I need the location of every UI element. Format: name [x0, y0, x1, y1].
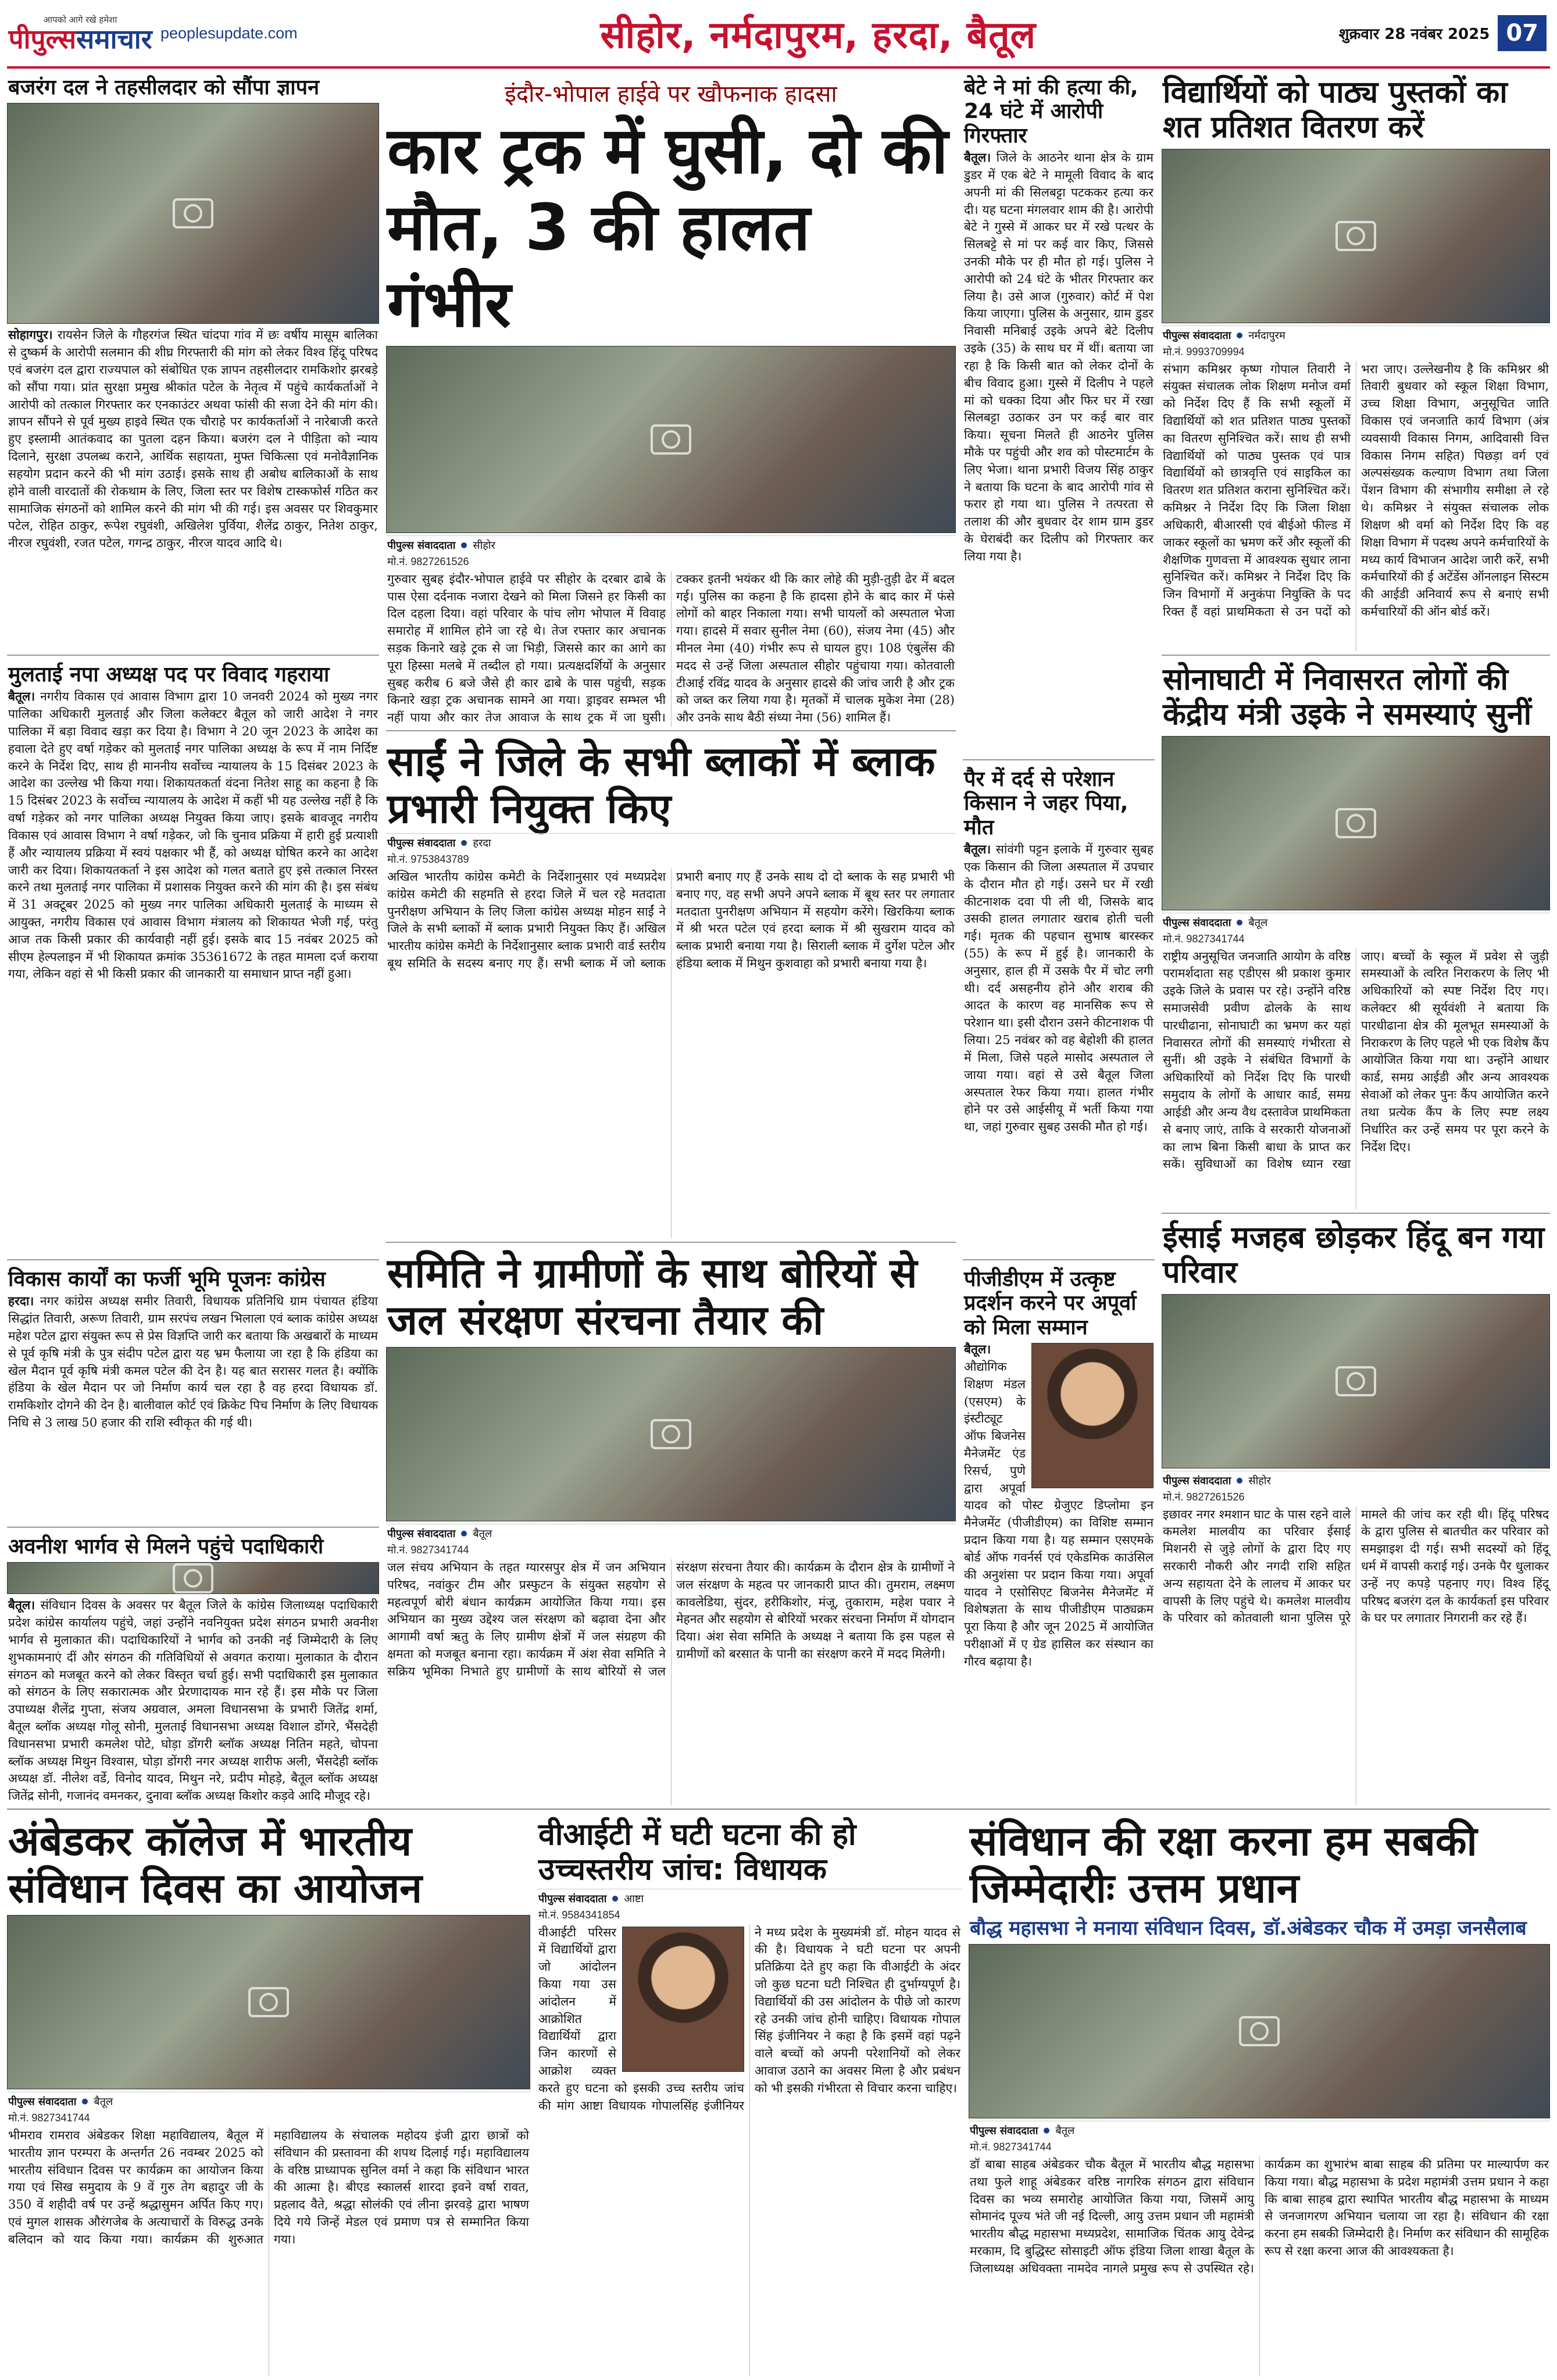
byline-place: बैतूल — [1055, 2125, 1075, 2137]
byline — [537, 1889, 962, 1908]
bottom-column-2 — [537, 1817, 962, 2380]
byline-place: बैतूल — [94, 2096, 113, 2108]
article-headline[interactable]: वीआईटी में घटी घटना की हो उच्चस्तरीय जांच: विधायक — [538, 1817, 856, 1887]
reporter-mobile: मो.नं. 9827341744 — [8, 2112, 90, 2124]
article-text: सांवंगी पट्टन इलाके में गुरुवार सुबह एक किसान की जिला अस्पताल में उपचार के दौरान मौत हो गई। उसने घर में रखी कीटनाशक दवा पी ली थी, जिसके बाद उसकी हालत लगातार खराब होती चली गई। मृतक की पहचान सुभाष बारस्कर (55) के रूप में हुई है। जानकारी के अनुसार, हाल ही में उसके पैर में चोट लगी थी। दर्द असहनीय होने और शराब की आदत के कारण वह मानसिक रूप से परेशान था। इसी दौरान उसने कीटनाशक पी लिया। 25 नवंबर को वह बेहोशी की हालत में मिला, जिसे पहले मासोद अस्पताल ले जाया गया। वहां से उसे बैतूल जिला अस्पताल रेफर किया गया। हालत गंभीर होने पर उसे आईसीयू में भर्ती किया गया था, जहां गुरुवार सुबह उसकी मौत हो गई। — [964, 842, 1154, 1134]
byline — [969, 2121, 1550, 2140]
camera-icon — [1239, 2016, 1280, 2046]
article-text: जिले के आठनेर थाना क्षेत्र के ग्राम डुडर में एक बेटे ने मामूली विवाद के बाद अपनी मां की सिलबट्टा पटककर हत्या कर दी। यह घटना मंगलवार शाम की है। आरोपी बेटे ने गुस्से में आकर घर में रखे पत्थर के सिलबट्टे से मां पर कई वार किए, जिससे उनकी मौके पर ही मौत हो गई। पुलिस ने आरोपी को 24 घंटे के भीतर गिरफ्तार कर लिया है। उसे आज (गुरुवार) कोर्ट में पेश किया जाएगा। पुलिस के अनुसार, ग्राम डुडर निवासी मनिबाई उइके अपने बेटे दिलीप उइके (35) के साथ घर में थीं। बताया जा रहा है कि किसी बात को लेकर दोनों के बीच विवाद हुआ। गुस्से में दिलीप ने पहले मां को धक्का दिया और फिर घर में रखा सिलबट्टा उठाकर उन पर कई बार वार किया। सूचना मिलते ही आठनेर पुलिस मौके पर पहुंची और शव को पोस्टमार्टम के लिए भेजा। थाना प्रभारी विजय सिंह ठाकुर ने बताया कि घटना के बाद आरोपी गांव से फरार हो गया था। पुलिस ने तत्परता से तलाश की और बुधवार देर शाम ग्राम डुडर के घेराबंदी कर दिलीप को गिरफ्तार कर लिया गया है। — [964, 151, 1154, 563]
bullet-icon — [1237, 920, 1242, 925]
byline-label: पीपुल्स संवाददाता — [8, 2096, 77, 2108]
article-text: नगर कांग्रेस अध्यक्ष समीर तिवारी, विधायक प्रतिनिधि ग्राम पंचायत हंडिया सिद्धांत तिवारी, अरूण तिवारी, ग्राम सरपंच लखन भिलाला एवं ब्लाक कांग्रेस अध्यक्ष महेश पटेल द्वारा संयुक्त रूप से प्रेस विज्ञप्ति जारी कर बताया कि अखबारों के माध्यम से पूर्व कृषि मंत्री के पुत्र संदीप पटेल द्वारा यह भ्रम फैलाया जा रहा है कि हंडिया का खेल मैदान पूर्व कृषि मंत्री कमल पटेल की देन है। यह बात सरासर गलत है। क्योंकि हंडिया के खेल मैदान पर जो निर्माण कार्य चल रहा है वह हरदा विधायक डॉ. रामकिशोर दोगने की देन है। बालीवाल कोर्ट एवं क्रिकेट पिच निर्माण के लिए विधायक निधि से 3 लाख 50 हजार की राशि स्वीकृत की गई थी। — [8, 1294, 378, 1430]
article — [7, 1534, 379, 1809]
bullet-icon — [1237, 333, 1242, 338]
camera-icon — [1335, 808, 1376, 838]
reporter-mobile: मो.नं. 9993709994 — [1163, 345, 1245, 358]
article-text: जल संचय अभियान के तहत ग्यारसपुर क्षेत्र में जन अभियान परिषद, नवांकुर टीम और प्रस्फुटन के संयुक्त सहयोग से महत्वपूर्ण बोरी बंधान कार्यक्रम आयोजित किया गया। इस अभियान का मुख्य उद्देश्य जल संरक्षण को बढ़ावा देना और आगामी वर्षा ऋतु के लिए ग्रामीण क्षेत्रों में जल संग्रहण की क्षमता को मजबूत बनाना रहा। कार्यक्रम में अंश सेवा समिति ने सक्रिय भूमिका निभाते हुए ग्रामीणों के साथ बोरियों से जल संरक्षण संरचना तैयार की। कार्यक्रम के दौरान क्षेत्र के ग्रामीणों ने जल संरक्षण के महत्व पर जानकारी प्राप्त की। तुमराम, लक्ष्मण कावलेडिया, सुंदर, हरीकिशोर, मंजू, तुकाराम, महेश पवार ने मेहनत और सहयोग से बोरियों भरकर संरचना निर्माण में योगदान दिया। अंश सेवा समिति के अध्यक्ष ने बताया कि इस पहल से ग्रामीणों को बरसात के पानी का संरक्षण करने में मदद मिलेगी। — [387, 1560, 955, 1678]
article — [7, 1817, 530, 2380]
article-headline[interactable]: संविधान की रक्षा करना हम सबकी जिम्मेदारीः उत्तम प्रधान — [970, 1817, 1477, 1912]
article-photo — [386, 346, 956, 533]
bottom-column-1 — [7, 1817, 530, 2380]
byline-label: पीपुल्स संवाददाता — [538, 1892, 607, 1905]
bullet-icon — [461, 542, 467, 548]
article-kicker: इंदौर-भोपाल हाईवे पर खौफनाक हादसा — [505, 81, 837, 108]
reporter-mobile: मो.नं. 9827261526 — [387, 555, 469, 567]
bullet-icon — [1237, 1478, 1242, 1484]
article-body — [7, 688, 379, 1256]
article-photo — [1162, 149, 1550, 323]
camera-icon — [248, 1987, 289, 2017]
article-text: औद्योगिक शिक्षण मंडल (एसएम) के इंस्टीट्यूट ऑफ बिजनेस मैनेजमेंट एंड रिसर्च, पुणे द्वारा अपूर्वा यादव को पोस्ट ग्रेजुएट डिप्लोमा इन मैनेजमेंट (पीजीडीएम) का विशिष्ट सम्मान प्रदान किया गया है। यह सम्मान एसएमके बोर्ड ऑफ गवर्नर्स एवं एकेडमिक काउंसिल की अनुशंसा पर प्रदान किया गया। अपूर्वा यादव ने एसोसिएट बिजनेस मैनेजमेंट में विशेषज्ञता के साथ पीजीडीएम पाठ्यक्रम पूरा किया है और जून 2025 में आयोजित परीक्षाओं में ए ग्रेड हासिल कर संस्थान का गौरव बढ़ाया है। — [964, 1359, 1154, 1668]
reporter-mobile: मो.नं. 9827341744 — [387, 1544, 469, 1556]
article-text: अखिल भारतीय कांग्रेस कमेटी के निर्देशानुसार एवं मध्यप्रदेश कांग्रेस कमेटी की सहमति से हरदा जिले में चल रहे मतदाता पुनरीक्षण अभियान के लिए जिला कांग्रेस अध्यक्ष मोहन साईं ने जिले के सभी ब्लाकों में ब्लाक प्रभारी नियुक्त किए हैं। अखिल भारतीय कांग्रेस कमेटी के निर्देशानुसार ब्लाक प्रभारी वार्ड स्तरीय बूथ समिति के सदस्य बनाए गए हैं। सभी ब्लाक में जो ब्लाक प्रभारी बनाए गए हैं उनके साथ दो दो ब्लाक के सह प्रभारी भी बनाए गए, वह सभी अपने अपने ब्लाक में बूथ स्तर पर लगातार मतदाता पुनरीक्षण अभियान में सहयोग करेंगे। खिरकिया ब्लाक में श्री भरत पटेल एवं हरदा ब्लाक में श्री सुखराम यादव को ब्लाक प्रभारी बनाया गया है। सिराली ब्लाक में दुर्गेश पटेल और हंडिया ब्लाक में मिथुन कुशवाहा को प्रभारी बनाया गया है। — [387, 870, 955, 971]
article-headline[interactable]: बेटे ने मां की हत्या की, 24 घंटे में आरोपी गिरफ्तार — [964, 76, 1138, 148]
article-headline[interactable]: विकास कार्यों का फर्जी भूमि पूजनः कांग्रेस — [8, 1267, 326, 1291]
byline — [386, 1524, 956, 1543]
article-headline[interactable]: कार ट्रक में घुसी, दो की मौत, 3 की हालत गंभीर — [387, 113, 948, 341]
byline — [386, 833, 956, 852]
article-headline[interactable]: पैर में दर्द से परेशान किसान ने जहर पिया, मौत — [964, 767, 1129, 839]
bottom-band — [7, 1810, 1550, 2380]
article — [1162, 74, 1550, 656]
bullet-icon — [82, 2099, 88, 2104]
reporter-mobile: मो.नं. 9827341744 — [970, 2141, 1052, 2153]
brand-part2: समाचार — [76, 23, 152, 55]
byline-label: पीपुल्स संवाददाता — [387, 539, 456, 552]
byline-place: नर्मदापुरम — [1248, 329, 1285, 342]
article-text: राष्ट्रीय अनुसूचित जनजाति आयोग के वरिष्ठ परामर्शदाता सह एडीएस श्री प्रकाश कुमार उइके जिले के प्रवास पर रहे। उन्होंने वरिष्ठ समाजसेवी प्रवीण ढोलके के साथ पारधीढाना, सोनाघाटी का भ्रमण कर यहां निवासरत लोगों की समस्याएं गंभीरता से सुनीं। श्री उइके ने संबंधित विभागों के अधिकारियों को निर्देश दिए कि पारधी समुदाय के लोगों के आधार कार्ड, समग्र आईडी और अन्य वैध दस्तावेज प्राथमिकता से बनाए जाएं, ताकि वे सरकारी योजनाओं का लाभ बिना किसी बाधा के प्राप्त कर सकें। सुविधाओं का विशेष ध्यान रखा जाए। बच्चों के स्कूल में प्रवेश से जुड़ी समस्याओं के त्वरित निराकरण के लिए भी अधिकारियों को स्पष्ट निर्देश दिए गए। कलेक्टर श्री सूर्यवंशी ने बताया कि पारधीढाना क्षेत्र की मूलभूत समस्याओं के निराकरण के लिए पहले भी एक विशेष कैंप आयोजित किया गया था। उन्होंने आधार कार्ड, समग्र आईडी और अन्य आवश्यक सेवाओं को लेकर पुनः कैंप आयोजित करने तथा प्रत्येक कैंप के लिए स्पष्ट लक्ष्य निर्धारित कर उन्हें समय पर पूरा करने के निर्देश दिए। — [1163, 949, 1549, 1171]
article-text: वीआईटी परिसर में विद्यार्थियों द्वारा जो आंदोलन किया गया उस आंदोलन में आक्रोशित विद्यार्थियों द्वारा जिन कारणों से आक्रोश व्यक्त करते हुए घटना को इसकी उच्च स्तरीय जांच की मांग आष्टा विधायक गोपालसिंह इंजीनियर ने मध्य प्रदेश के मुख्यमंत्री डॉ. मोहन यादव से की है। विधायक ने घटी घटना पर अपनी प्रतिक्रिया देते हुए कहा कि वीआईटी के अंदर जो कुछ घटना घटी निश्चित ही दुर्भाग्यपूर्ण है। विद्यार्थियों की उस आंदोलन के पीछे जो कारण रहे उनकी जांच होनी चाहिए। विधायक गोपाल सिंह इंजीनियर ने कहा है कि इसमें वहां पढ़ने वाले बच्चों को अपनी परेशानियों को लेकर आवाज उठाने का अवसर मिला है और प्रबंधन को भी इसकी गंभीरता से विचार करना चाहिए। — [538, 1925, 960, 2113]
article-body — [7, 326, 379, 651]
byline-label: पीपुल्स संवाददाता — [970, 2125, 1038, 2137]
article — [1162, 662, 1550, 1214]
article — [7, 1266, 379, 1528]
article — [537, 1817, 962, 2380]
byline-label: पीपुल्स संवाददाता — [1163, 1474, 1231, 1487]
dateline: बैतूल। — [8, 689, 35, 704]
article-body — [1162, 361, 1550, 651]
article-photo — [386, 1347, 956, 1521]
portrait-photo — [622, 1927, 744, 2072]
byline-place: बैतूल — [473, 1528, 492, 1540]
article-headline[interactable]: बजरंग दल ने तहसीलदार को सौंपा ज्ञापन — [8, 76, 320, 99]
article-headline[interactable]: पीजीडीएम में उत्कृष्ट प्रदर्शन करने पर अपूर्वा को मिला सम्मान — [964, 1267, 1137, 1339]
article-text: डॉ बाबा साहब अंबेडकर चौक बैतूल में भारतीय बौद्ध महासभा तथा फुले शाहू अंबेडकर वरिष्ठ नागरिक संगठन द्वारा संविधान दिवस का भव्य समारोह आयोजित किया गया, जिसमें आयु सोमानंद पूज्य भंते जी नई दिल्ली, आयु उत्तम प्रधान जी महामंत्री भारतीय बौद्ध महासभा मध्यप्रदेश, सामाजिक चिंतक आयु देवेन्द्र मरकाम, दि बुद्धिस्ट सोसाइटी ऑफ इंडिया जिला शाखा बैतूल के जिलाध्यक्ष अधिवक्ता नामदेव नागले प्रमुख रूप से उपस्थित रहे। कार्यक्रम का शुभारंभ बाबा साहब की प्रतिमा पर माल्यार्पण कर किया गया। बौद्ध महासभा के प्रदेश महामंत्री उत्तम प्रधान ने कहा कि बाबा साहब द्वारा स्थापित भारतीय बौद्ध महासभा के माध्यम से जनजागरण अभियान चलाया जा रहा है। संविधान की रक्षा करना हम सबकी जिम्मेदारी है। निर्माण कर संविधान की सामूहिक रूप से रक्षा करना आज की आवश्यकता है। — [970, 2157, 1549, 2275]
article-text: नगरीय विकास एवं आवास विभाग द्वारा 10 जनवरी 2024 को मुख्य नगर पालिका अधिकारी मुलताई और जिला कलेक्टर बैतूल को जारी आदेश ने नगर पालिका में बड़ा विवाद खड़ा कर दिया है। विभाग ने 20 जून 2023 के आदेश का हवाला देते हुए वर्षा गड़ेकर को मुलताई नगर पालिका अध्यक्ष के रूप में नाम निर्दिष्ट करने के निर्देश दिए, साथ ही माननीय सर्वोच्च न्यायालय के 15 दिसंबर 2023 के आदेश का उल्लेख भी किया गया। शिकायतकर्ता वंदना नितेश साहू का कहना है कि 15 दिसंबर 2023 के सर्वोच्च न्यायालय के आदेश में कहीं भी यह उल्लेख नहीं है कि वर्षा गड़ेकर को नगर पालिका अध्यक्ष नियुक्त किया जाए। इसके बावजूद नगरीय विकास एवं आवास विभाग ने वर्षा गड़ेकर, जो कि चुनाव प्रक्रिया में हारी हुई प्रत्याशी हैं और न्यायालय प्रक्रिया में स्वयं पक्षकार भी हैं, को अध्यक्ष घोषित करने का आदेश जारी कर दिया। शिकायतकर्ता ने इस आदेश को गलत बताते हुए इसे तत्काल निरस्त करने तथा मुलताई नगर पालिका में प्रशासक नियुक्त करने की मांग की है। इस संबंध में 31 अक्टूबर 2025 को मुख्य नगर पालिका अधिकारी मुलताई के माध्यम से आयुक्त, नगरीय विकास एवं आवास विभाग मंत्रालय को शिकायत भेजी गई, परंतु आज तक किसी प्रकार की कार्यवाही नहीं हुई। इसके बाद 15 नवंबर 2025 को सीएम हेल्पलाइन में भी शिकायत क्रमांक 35361672 के तहत मामला दर्ज कराया गया, लेकिन वहां से भी किसी प्रकार की जानकारी या समाधान प्राप्त नहीं हुआ। — [8, 689, 378, 981]
bullet-icon — [1044, 2128, 1049, 2134]
article-body — [7, 2127, 530, 2377]
article — [386, 1249, 956, 1809]
dateline: बैतूल। — [964, 842, 991, 857]
masthead — [7, 0, 1550, 69]
byline-place: हरदा — [473, 837, 491, 849]
reporter-mobile: मो.नं. 9753843789 — [387, 853, 469, 865]
article — [7, 74, 379, 656]
byline — [386, 535, 956, 555]
camera-icon — [651, 1419, 691, 1449]
article-body — [537, 1924, 962, 2377]
dateline: बैतूल। — [964, 150, 991, 165]
column-1 — [7, 74, 379, 1809]
brand-block — [8, 14, 152, 55]
camera-icon — [173, 1563, 213, 1593]
byline-place: बैतूल — [1248, 916, 1268, 929]
article — [969, 1817, 1550, 2380]
reporter-mobile: मो.नं. 9584341854 — [538, 1909, 620, 1921]
bottom-column-3 — [969, 1817, 1550, 2380]
article-photo — [1162, 1294, 1550, 1468]
article — [7, 662, 379, 1260]
article-text: रायसेन जिले के गौहरगंज स्थित चांदपा गांव में छः वर्षीय मासूम बालिका से दुष्कर्म के आरोपी सलमान की शीघ्र गिरफ्तारी की मांग को लेकर विश्व हिंदू परिषद एवं बजरंग दल द्वारा राज्यपाल को संबोधित एक ज्ञापन तहसीलदार रामकिशोर झरबड़े को सौंपा गया। प्रांत सुरक्षा प्रमुख श्रीकांत पटेल के नेतृत्व में पहुंचे कार्यकर्ताओं ने आरोपी को तत्काल गिरफ्तार कर एनकाउंटर अथवा फांसी की सजा देने की मांग की। ज्ञापन सौंपने से पूर्व मुख्य हाइवे स्थित एक चौराहे पर कार्यकर्ताओं ने नारेबाजी करते हुए इस्लामी आतंकवाद का पुतला दहन किया। बजरंग दल ने पीड़िता को न्याय दिलाने, सुरक्षा उपलब्ध कराने, आर्थिक सहायता, मुफ्त चिकित्सा एवं मनोवैज्ञानिक सहयोग प्रदान करने की भी मांग उठाई। इसके साथ ही अबोध बालिकाओं के साथ होने वाली वारदातों की रोकथाम के लिए, जिला स्तर पर विशेष टास्कफोर्स गठित कर सामाजिक संगठनों को शामिल करने की मांग भी की गई। इस अवसर पर शिवकुमार पटेल, रोहित ठाकुर, रूपेश रघुवंशी, अखिलेश पुर्विया, शैलेंद्र ठाकुर, नितेश ठाकुर, नीरज रघुवंशी, रजत पटेल, गगन्द्र ठाकुर, नीरज यादव आदि थे। — [8, 328, 378, 551]
camera-icon — [1335, 1366, 1376, 1396]
article-photo — [7, 1915, 530, 2089]
article — [386, 74, 956, 731]
website-link[interactable]: peoplesupdate.com — [160, 24, 298, 42]
article-body — [386, 1559, 956, 1805]
byline-label: पीपुल्स संवाददाता — [1163, 329, 1231, 342]
article-photo — [1162, 736, 1550, 910]
article — [386, 737, 956, 1243]
article-headline[interactable]: साईं ने जिले के सभी ब्लाकों में ब्लाक प्रभारी नियुक्त किए — [387, 738, 935, 832]
article-body — [7, 1596, 379, 1805]
page-number: 07 — [1498, 15, 1547, 51]
bullet-icon — [461, 1531, 467, 1536]
column-2 — [386, 74, 956, 1809]
article-headline[interactable]: सोनाघाटी में निवासरत लोगों की केंद्रीय मंत्री उइके ने समस्याएं सुनीं — [1163, 662, 1532, 732]
column-3 — [963, 74, 1155, 1809]
camera-icon — [173, 198, 213, 228]
brand-tagline: आपको आगे रखे हमेशा — [43, 15, 117, 25]
article-body — [386, 869, 956, 1238]
issue-date: शुक्रवार 28 नवंबर 2025 — [1338, 26, 1490, 43]
article-text: संभाग कमिश्नर कृष्ण गोपाल तिवारी ने संयुक्त संचालक लोक शिक्षण मनोज वर्मा को निर्देश दिए हैं कि सभी स्कूलों में विद्यार्थियों को शत प्रतिशत पाठ्य पुस्तकों का वितरण सुनिश्चित करें। साथ ही सभी विद्यार्थियों को पाठ्य पुस्तक एवं पात्र विद्यार्थियों को छात्रवृत्ति एवं साइकिल का वितरण शत प्रतिशत कराना सुनिश्चित करें। कमिश्नर ने निर्देश दिए कि जिला शिक्षा अधिकारी, बीआरसी एवं बीईओ फील्ड में जाकर स्कूलों का भ्रमण करें और स्कूलों की शैक्षणिक गुणवत्ता में आवश्यक सुधार लाना सुनिश्चित करें। कमिश्नर ने निर्देश दिए कि जिन विभागों में अनुकंपा नियुक्ति के पद रिक्त हैं वहां प्राथमिकता से उन पदों को भरा जाए। उल्लेखनीय है कि कमिश्नर श्री तिवारी बुधवार को स्कूल शिक्षा विभाग, उच्च शिक्षा विभाग, अनुसूचित जाति विकास एवं जनजाति कार्य विभाग (अंत्र व्यवसायी विकास निगम, आदिवासी वित्त विकास निगम सहित) पिछड़ा वर्ग एवं अल्पसंख्यक कल्याण विभाग तथा जिला पेंशन विभाग की संभागीय समीक्षा ले रहे थे। कमिश्नर ने संयुक्त संचालक लोक शिक्षण श्री वर्मा को निर्देश दिए कि वह शिक्षा विभाग में पदस्थ अपने कर्मचारियों के मध्य कार्य विभाजन आदेश जारी करें, सभी कर्मचारियों की ई अटेंडेंस ऑनलाइन सिस्टम की आईडी अनिवार्य रूप से बनाएं सभी कर्मचारियों की ऑन बोर्ड करें। — [1163, 362, 1549, 619]
article-body — [963, 1341, 1155, 1805]
dateline: सोहागपुर। — [8, 327, 53, 342]
byline-place: आष्टा — [624, 1892, 644, 1905]
article-body — [963, 149, 1155, 756]
byline — [1162, 326, 1550, 345]
byline — [1162, 1471, 1550, 1490]
article-text: भीमराव रामराव अंबेडकर शिक्षा महाविद्यालय, बैतूल में भारतीय ज्ञान परम्परा के अन्तर्गत 26 नवम्बर 2025 को भारतीय संविधान दिवस पर कार्यक्रम का आयोजन किया गया एवं सिख समुदाय के 9 वें गुरु तेग बहादुर जी के 350 वें शहीदी वर्ष पर उन्हें श्रद्धासुमन अर्पित किए गए। एवं मुगल शासक औरंगजेब के अत्याचारों के विरुद्ध उनके बलिदान को याद किया गया। कार्यक्रम की शुरुआत महाविद्यालय के संचालक महोदय इंजी द्वारा छात्रों को संविधान की प्रस्तावना की शपथ दिलाई गई। महाविद्यालय के वरिष्ठ प्राध्यापक सुनिल वर्मा ने कहा कि संविधान भारत की आत्मा है। बीएड स्कालर्स शारदा इवने वर्षा रावत, प्रहलाद वैते, श्रद्धा सोलंकी एवं लीना झरवड़े द्वारा भाषण दिये गये जिन्हें मेडल एवं प्रमाण पत्र से सम्मानित किया गया। — [8, 2128, 529, 2246]
article — [963, 74, 1155, 760]
camera-icon — [1335, 221, 1376, 251]
article — [963, 1266, 1155, 1809]
byline — [1162, 913, 1550, 932]
camera-icon — [651, 424, 691, 455]
reporter-mobile: मो.नं. 9827261526 — [1163, 1491, 1245, 1503]
byline-place: सीहोर — [473, 539, 495, 552]
byline-label: पीपुल्स संवाददाता — [387, 837, 456, 849]
dateline: हरदा। — [8, 1293, 34, 1309]
article-text: संविधान दिवस के अवसर पर बैतूल जिले के कांग्रेस जिलाध्यक्ष पदाधिकारी प्रदेश कांग्रेस कार्यालय पहुंचे, जहां उन्होंने नवनियुक्त प्रदेश संगठन प्रभारी अवनीश भार्गव से मुलाकात की। पदाधिकारियों ने भार्गव को उनकी नई जिम्मेदारी के लिए शुभकामनाएं दीं और संगठन की गतिविधियों से अवगत कराया। मुलाकात के दौरान संगठन को मजबूत करने को लेकर विस्तृत चर्चा हुई। सभी पदाधिकारी इस मुलाकात को संगठन के लिए सकारात्मक और प्रेरणादायक मान रहे हैं। इस मौके पर जिला उपाध्यक्ष शैलेंद्र गुप्ता, संजय अग्रवाल, अमला विधानसभा के प्रभारी जितेंद्र शर्मा, बैतूल ब्लॉक अध्यक्ष गोलू सोनी, मुलताई विधानसभा अध्यक्ष विशाल डोंगरे, भैंसदेही विधानसभा प्रभारी कमलेश पोटे, घोड़ा डोंगरी ब्लॉक अध्यक्ष नितिन महते, चोपना ब्लॉक अध्यक्ष मिथुन विश्वास, घोड़ा डोंगरी नगर अध्यक्ष शारीफ अली, भैंसदेही ब्लॉक अध्यक्ष डॉ. नीलेश वर्डे, विनोद यादव, मिथुन नरे, प्रदीप मोहड़े, बैतूल ब्लॉक अध्यक्ष जितेंद्र सोनी, गजानंद वमनकर, दुनावा ब्लॉक अध्यक्ष किशोर कड़वे आदि मौजूद रहे। — [8, 1598, 378, 1803]
brand-part1: पीपुल्स — [8, 23, 77, 55]
byline-label: पीपुल्स संवाददाता — [1163, 916, 1231, 929]
reporter-mobile: मो.नं. 9827341744 — [1163, 932, 1245, 945]
article-photo — [969, 1944, 1550, 2118]
column-4 — [1162, 74, 1550, 1809]
article-body — [963, 841, 1155, 1256]
middle-band — [7, 69, 1550, 1810]
article-headline[interactable]: समिति ने ग्रामीणों के साथ बोरियों से जल संरक्षण संरचना तैयार की — [387, 1249, 917, 1344]
bullet-icon — [461, 840, 467, 846]
article-subheadline: बौद्ध महासभा ने मनाया संविधान दिवस, डॉ.अंबेडकर चौक में उमड़ा जनसैलाब — [970, 1917, 1527, 1940]
article — [1162, 1220, 1550, 1809]
dateline: बैतूल। — [964, 1342, 991, 1357]
byline — [7, 2092, 530, 2111]
article-headline[interactable]: अंबेडकर कॉलेज में भारतीय संविधान दिवस का आयोजन — [8, 1817, 422, 1912]
article — [963, 766, 1155, 1260]
article-body — [7, 1292, 379, 1523]
dateline: बैतूल। — [8, 1598, 35, 1613]
portrait-photo — [1031, 1343, 1154, 1488]
article-body — [969, 2156, 1550, 2377]
brand-logo — [8, 23, 152, 55]
article-body — [1162, 1506, 1550, 1805]
article-text: गुरुवार सुबह इंदौर-भोपाल हाईवे पर सीहोर के दरबार ढाबे के पास ऐसा दर्दनाक नजारा देखने को मिला जिसने हर किसी का दिल दहला दिया। वहां परिवार के पांच लोग भोपाल में विवाह समारोह में शामिल होने जा रहे थे। तेज रफ्तार कार अचानक सड़क किनारे खड़े ट्रक से जा भिड़ी, जिससे कार का आगे का पूरा हिस्सा मलबे में तब्दील हो गया। प्रत्यक्षदर्शियों के अनुसार सुबह करीब 6 बजे जैसे ही कार ढाबे के पास पहुंची, सड़क किनारे खड़ा ट्रक अचानक सामने आ गया। ड्राइवर सम्भल भी नहीं पाया और कार तेज आवाज के साथ ट्रक में जा घुसी। टक्कर इतनी भयंकर थी कि कार लोहे की मुड़ी-तुड़ी ढेर में बदल गई। पुलिस का कहना है कि हादसा होने के बाद कार में फंसे लोगों को बाहर निकाला गया। सभी घायलों को अस्पताल भेजा गया। हादसे में सवार सुनील नेमा (60), संजय नेमा (45) और मीनल नेमा (40) गंभीर रूप से घायल हुए। 108 एंबुलेंस की मदद से उन्हें जिला अस्पताल सीहोर पहुंचाया गया। कोतवाली टीआई रविंद्र यादव के अनुसार हादसे की जांच जारी है और ट्रक को जब्त कर लिया गया है। मृतकों में चालक मुकेश नेमा (28) और उनके साथ बैठी संध्या नेमा (56) शामिल हैं। — [387, 571, 955, 725]
article-body — [386, 571, 956, 727]
section-title: सीहोर, नर्मदापुरम, हरदा, बैतूल — [600, 13, 1037, 57]
bullet-icon — [612, 1896, 618, 1902]
byline-place: सीहोर — [1248, 1474, 1271, 1487]
article-text: इछावर नगर श्मशान घाट के पास रहने वाले कमलेश मालवीय का परिवार ईसाई मिशनरी से जुड़े लोगों के द्वारा दिए गए सरकारी नौकरी और नगदी राशि सहित अन्य सहायता देने के लालच में आकर घर वापसी के लिए पहुंचे थे। कमलेश मालवीय के परिवार को कोतवाली थाना पुलिस पूरे मामले की जांच कर रही थी। हिंदू परिषद के द्वारा पुलिस से बातचीत कर परिवार को समझाइश दी गई। सभी सदस्यों को हिंदू धर्म में वापसी कराई गई। उनके पैर धुलाकर उन्हें नए कपड़े पहनाए गए। विश्व हिंदू परिषद बजरंग दल के कार्यकर्ता इस परिवार के घर पर लगातार निगरानी कर रहे हैं। — [1163, 1507, 1549, 1625]
article-photo — [7, 103, 379, 324]
article-headline[interactable]: विद्यार्थियों को पाठ्य पुस्तकों का शत प्रतिशत वितरण करें — [1163, 75, 1508, 145]
article-body — [1162, 948, 1550, 1209]
byline-label: पीपुल्स संवाददाता — [387, 1528, 456, 1540]
article-headline[interactable]: ईसाई मजहब छोड़कर हिंदू बन गया परिवार — [1163, 1220, 1545, 1290]
article-headline[interactable]: मुलताई नपा अध्यक्ष पद पर विवाद गहराया — [8, 663, 330, 687]
article-headline[interactable]: अवनीश भार्गव से मिलने पहुंचे पदाधिकारी — [8, 1535, 324, 1559]
article-photo — [7, 1562, 379, 1594]
